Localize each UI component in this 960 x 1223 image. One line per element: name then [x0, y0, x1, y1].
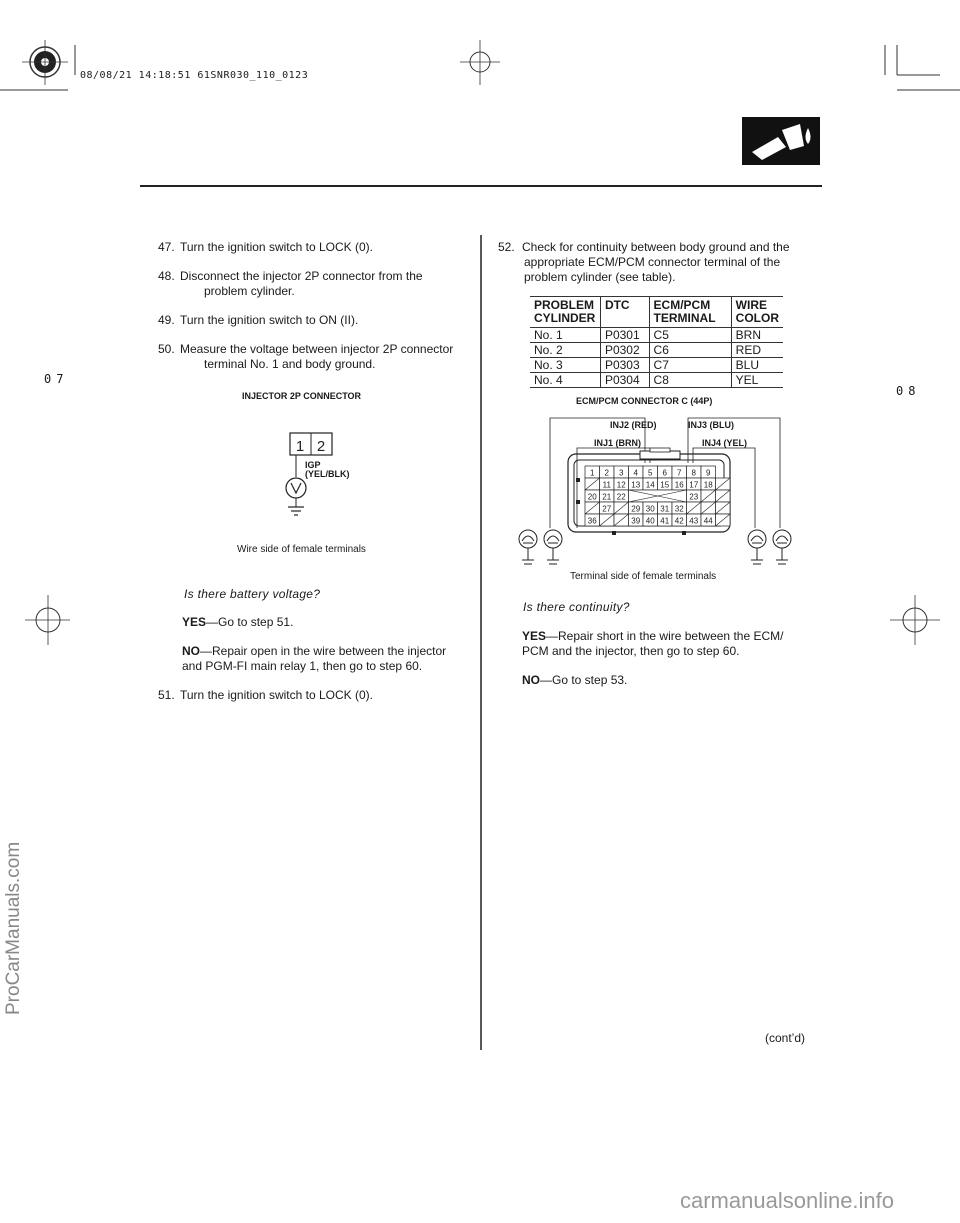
igp-wire-color: (YEL/BLK) — [305, 469, 350, 479]
print-stamp-text: 08/08/21 14:18:51 61SNR030_110_0123 — [80, 70, 309, 81]
header-wire-color: WIRE COLOR — [731, 297, 783, 328]
injector-connector-title: INJECTOR 2P CONNECTOR — [242, 391, 362, 401]
continued-note: (cont’d) — [765, 1031, 806, 1045]
inj4-label: INJ4 (YEL) — [702, 438, 748, 448]
terminal-number: 9 — [706, 468, 711, 478]
footer-watermark: carmanualsonline.info — [680, 1188, 895, 1213]
crosshair-icon — [890, 595, 940, 645]
terminal-number: 2 — [604, 468, 609, 478]
terminal-number: 18 — [703, 480, 713, 490]
terminal-number: 30 — [645, 504, 655, 514]
terminal-number: 15 — [660, 480, 670, 490]
terminal-number: 12 — [616, 480, 626, 490]
terminal-number: 6 — [662, 468, 667, 478]
ecm-connector-title: ECM/PCM CONNECTOR C (44P) — [576, 396, 713, 406]
ecm-connector-diagram — [510, 410, 810, 580]
inj1-label: INJ1 (BRN) — [594, 438, 642, 448]
inj3-label: INJ3 (BLU) — [688, 420, 735, 430]
yes-branch: YES—Go to step 51. — [182, 615, 294, 629]
pin-1-label: 1 — [295, 438, 305, 455]
page-marker-left: 07 — [44, 372, 69, 386]
header-problem-cylinder: PROBLEM CYLINDER — [530, 297, 600, 328]
inj2-label: INJ2 (RED) — [610, 420, 657, 430]
crosshair-icon — [460, 40, 500, 85]
terminal-number: 14 — [645, 480, 655, 490]
dtc-table — [530, 296, 783, 388]
table-row: No. 1 P0301 C5 BRN — [530, 328, 783, 343]
terminal-number: 5 — [648, 468, 653, 478]
ecm-diagram-caption: Terminal side of female terminals — [570, 571, 717, 582]
header-dtc: DTC — [600, 297, 649, 328]
no-branch: NO—Repair open in the wire between the injector — [182, 644, 447, 658]
table-row: No. 2 P0302 C6 RED — [530, 343, 783, 358]
yes-branch-cont: PCM and the injector, then go to step 60. — [522, 644, 740, 658]
crosshair-icon — [25, 595, 70, 645]
question-continuity: Is there continuity? — [523, 600, 630, 614]
question-battery-voltage: Is there battery voltage? — [184, 587, 321, 601]
terminal-number: 8 — [691, 468, 696, 478]
terminal-number: 43 — [689, 516, 699, 526]
terminal-number: 36 — [587, 516, 597, 526]
ohmmeter-icon — [519, 530, 791, 564]
injector-diagram-caption: Wire side of female terminals — [237, 544, 366, 555]
terminal-number: 41 — [660, 516, 670, 526]
terminal-number: 44 — [703, 516, 713, 526]
voltmeter-icon — [286, 478, 306, 498]
terminal-number: 17 — [689, 480, 699, 490]
terminal-number: 27 — [602, 504, 612, 514]
watermark-vertical: ProCarManuals.com — [3, 841, 24, 1015]
terminal-number: 20 — [587, 492, 597, 502]
terminal-grid — [585, 466, 730, 526]
terminal-number: 11 — [602, 480, 611, 490]
table-row: No. 3 P0303 C7 BLU — [530, 358, 783, 373]
yes-branch: YES—Repair short in the wire between the ECM/ — [522, 629, 784, 643]
table-header-row — [530, 297, 783, 328]
terminal-number: 1 — [590, 468, 595, 478]
pin-2-label: 2 — [316, 438, 326, 455]
terminal-number: 3 — [619, 468, 624, 478]
ground-icon — [288, 507, 304, 515]
terminal-number: 7 — [677, 468, 682, 478]
terminal-number: 39 — [631, 516, 641, 526]
terminal-number: 29 — [631, 504, 641, 514]
no-branch: NO—Go to step 53. — [522, 673, 628, 687]
page-marker-right: 08 — [896, 384, 921, 398]
registration-mark-icon — [22, 40, 68, 85]
terminal-number: 13 — [631, 480, 641, 490]
header-ecm-terminal: ECM/PCM TERMINAL — [649, 297, 731, 328]
terminal-number: 40 — [645, 516, 655, 526]
terminal-number: 21 — [602, 492, 612, 502]
terminal-number: 32 — [674, 504, 684, 514]
no-branch-cont: and PGM-FI main relay 1, then go to step 60. — [182, 659, 423, 673]
terminal-number: 4 — [633, 468, 638, 478]
table-row: No. 4 P0304 C8 YEL — [530, 373, 783, 388]
terminal-number: 42 — [674, 516, 684, 526]
terminal-number: 16 — [674, 480, 684, 490]
terminal-number: 22 — [616, 492, 626, 502]
igp-label: IGP — [305, 460, 321, 470]
terminal-number: 31 — [660, 504, 670, 514]
terminal-number: 23 — [689, 492, 699, 502]
fuel-nozzle-icon — [742, 117, 820, 165]
